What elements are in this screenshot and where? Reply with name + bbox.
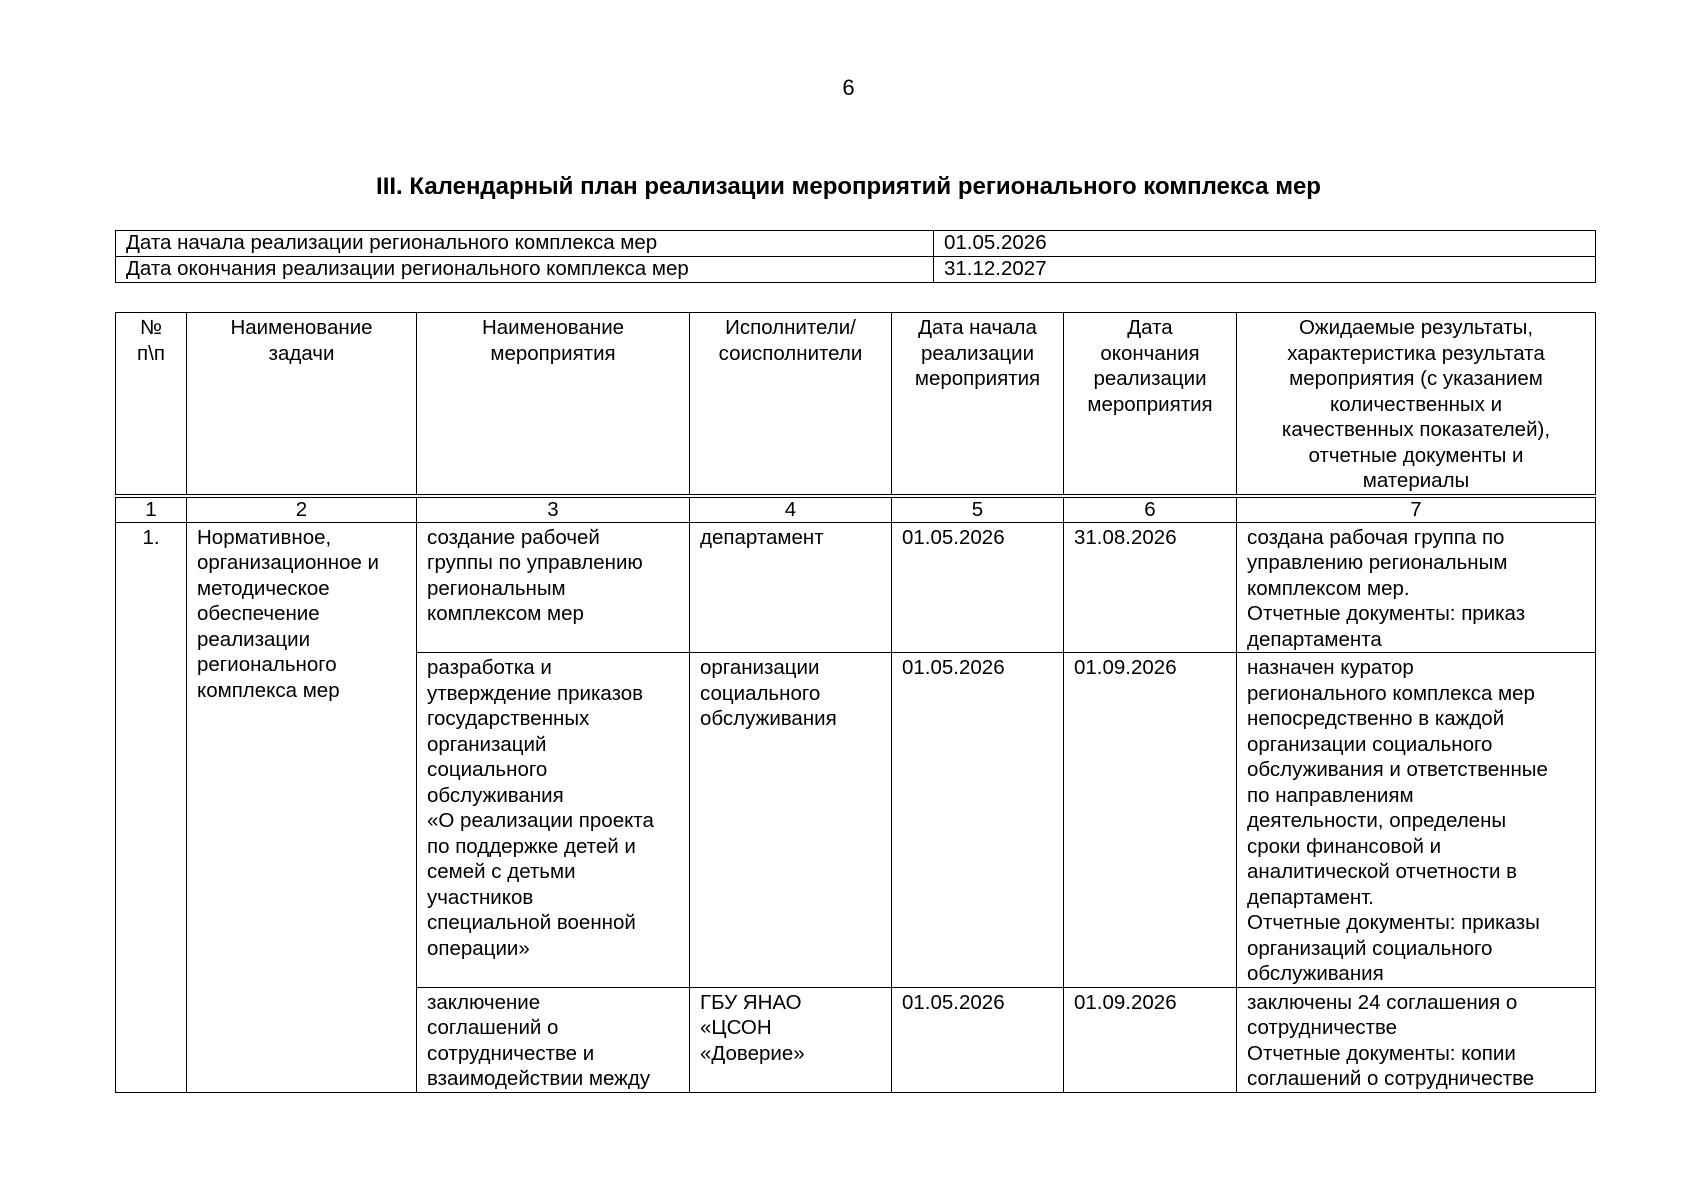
header-number: № п\п	[116, 313, 187, 496]
end-date-value: 31.12.2027	[934, 257, 1596, 283]
activity-end-date: 01.09.2026	[1064, 653, 1237, 988]
end-date-row	[116, 257, 1596, 283]
header-activity-name: Наименование мероприятия	[417, 313, 690, 496]
calendar-plan-table	[115, 312, 1596, 1093]
expected-result: назначен куратор регионального комплекса мер непосредственно в каждой организации социального обслуживания и ответственные по направлениям деятельности, определены сроки финансовой и аналитической отчетности в департамент. Отчетные документы: приказы организаций социального обслуживания	[1237, 653, 1596, 988]
activity-start-date: 01.05.2026	[892, 522, 1064, 653]
column-number: 4	[690, 496, 892, 523]
column-number: 7	[1237, 496, 1596, 523]
section-title: III. Календарный план реализации мероприятий регионального комплекса мер	[376, 173, 1321, 200]
column-number: 5	[892, 496, 1064, 523]
expected-result: заключены 24 соглашения о сотрудничестве Отчетные документы: копии соглашений о сотрудничестве	[1237, 987, 1596, 1092]
column-number: 3	[417, 496, 690, 523]
activity-end-date: 01.09.2026	[1064, 987, 1237, 1092]
header-expected-results: Ожидаемые результаты, характеристика результата мероприятия (с указанием количественных и качественных показателей), отчетные документы и материалы	[1237, 313, 1596, 496]
start-date-label: Дата начала реализации регионального комплекса мер	[116, 231, 934, 257]
start-date-value: 01.05.2026	[934, 231, 1596, 257]
page-number: 6	[842, 75, 855, 100]
header-executors: Исполнители/ соисполнители	[690, 313, 892, 496]
executors: департамент	[690, 522, 892, 653]
executors: ГБУ ЯНАО «ЦСОН «Доверие»	[690, 987, 892, 1092]
start-date-row	[116, 231, 1596, 257]
table-header-row	[116, 313, 1596, 496]
header-task-name: Наименование задачи	[187, 313, 417, 496]
task-name: Нормативное, организационное и методическое обеспечение реализации регионального комплекса мер	[187, 522, 417, 1092]
activity-name: создание рабочей группы по управлению региональным комплексом мер	[417, 522, 690, 653]
activity-start-date: 01.05.2026	[892, 653, 1064, 988]
table-row	[116, 522, 1596, 653]
task-number: 1.	[116, 522, 187, 1092]
column-number: 2	[187, 496, 417, 523]
activity-name: заключение соглашений о сотрудничестве и взаимодействии между	[417, 987, 690, 1092]
end-date-label: Дата окончания реализации регионального комплекса мер	[116, 257, 934, 283]
executors: организации социального обслуживания	[690, 653, 892, 988]
activity-end-date: 31.08.2026	[1064, 522, 1237, 653]
expected-result: создана рабочая группа по управлению региональным комплексом мер. Отчетные документы: приказ департамента	[1237, 522, 1596, 653]
activity-name: разработка и утверждение приказов государственных организаций социального обслуживания «О реализации проекта по поддержке детей и семей с детьми участников специальной военной операции»	[417, 653, 690, 988]
column-numbers-row	[116, 496, 1596, 523]
column-number: 6	[1064, 496, 1237, 523]
activity-start-date: 01.05.2026	[892, 987, 1064, 1092]
column-number: 1	[116, 496, 187, 523]
implementation-dates-table	[115, 230, 1596, 283]
header-end-date: Дата окончания реализации мероприятия	[1064, 313, 1237, 496]
header-start-date: Дата начала реализации мероприятия	[892, 313, 1064, 496]
